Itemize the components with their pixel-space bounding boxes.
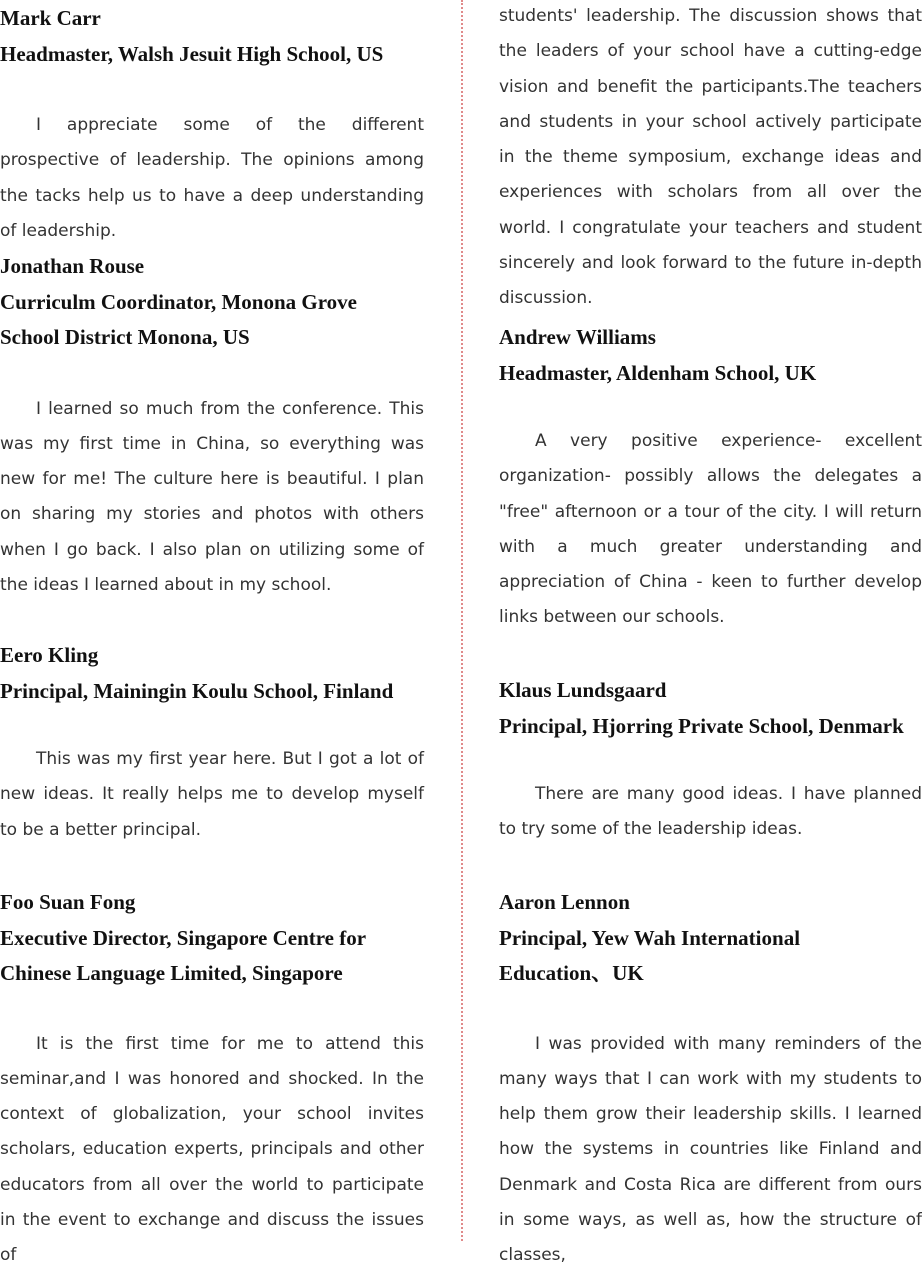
- testimonial-jonathan-rouse: [0, 249, 424, 603]
- person-name: Andrew Williams: [499, 325, 656, 349]
- testimonial-klaus-lundsgaard: [499, 673, 922, 848]
- person-title: Principal, Yew Wah International: [499, 925, 801, 950]
- person-title-line-2: School District Monona, US: [0, 325, 250, 349]
- quote-text: I was provided with many reminders of the many ways that I can work with my students to help them grow their leadership skills. I learned how the systems in countries like Finland and Denmark and Costa Rica are different from ours in some ways, as well as, how the structure of classes,: [499, 1033, 922, 1266]
- quote-text: I appreciate some of the different prospective of leadership. The opinions among the tacks help us to have a deep understanding of leadership.: [0, 115, 424, 241]
- testimonial-foo-suan-fong: [0, 885, 424, 1274]
- quote-text: I learned so much from the conference. This was my first time in China, so everything was new for me! The culture here is beautiful. I plan on sharing my stories and photos with others when I go back. I also plan on utilizing some of the ideas I learned about in my school.: [0, 398, 424, 595]
- person-title: Curriculm Coordinator, Monona Grove: [0, 289, 357, 314]
- quote-text: There are many good ideas. I have planned to try some of the leadership ideas.: [499, 784, 922, 840]
- quote-text: A very positive experience- excellent organization- possibly allows the delegates a "free" afternoon or a tour of the city. I will return with a much greater understanding and appreciation of China - keen to further develop links between our schools.: [499, 431, 922, 628]
- person-title: Principal, Mainingin Koulu School, Finland: [0, 678, 394, 703]
- person-title: Headmaster, Walsh Jesuit High School, US: [0, 41, 384, 66]
- person-title: Headmaster, Aldenham School, UK: [499, 360, 817, 385]
- person-name: Eero Kling: [0, 643, 99, 667]
- person-title: Principal, Hjorring Private School, Denmark: [499, 713, 904, 738]
- column-divider: [461, 0, 463, 1241]
- person-name: Jonathan Rouse: [0, 254, 145, 278]
- person-name: Klaus Lundsgaard: [499, 678, 667, 702]
- person-name: Mark Carr: [0, 6, 101, 30]
- quote-continuation: students' leadership. The discussion shows that the leaders of your school have a cutting-edge vision and benefit the participants.The teachers and students in your school actively participate in the theme symposium, exchange ideas and experiences with scholars from all over the world. I congratulate your teachers and student sincerely and look forward to the future in-depth discussion.: [499, 6, 922, 309]
- person-name: Aaron Lennon: [499, 890, 630, 914]
- person-title-line-2: Chinese Language Limited, Singapore: [0, 961, 343, 985]
- person-title-line-2: Education、UK: [499, 961, 644, 985]
- testimonial-aaron-lennon: [499, 885, 922, 1274]
- testimonial-andrew-williams: [499, 320, 922, 636]
- quote-continuation-block: [499, 0, 922, 317]
- quote-text: It is the first time for me to attend this seminar,and I was honored and shocked. In the context of globalization, your school invites scholars, education experts, principals and other educators from all over the world to participate in the event to exchange and discuss the issues of: [0, 1033, 424, 1266]
- person-name: Foo Suan Fong: [0, 890, 136, 914]
- quote-text: This was my first year here. But I got a lot of new ideas. It really helps me to develop myself to be a better principal.: [0, 749, 424, 840]
- testimonial-eero-kling: [0, 638, 424, 848]
- testimonial-mark-carr: [0, 1, 424, 249]
- person-title: Executive Director, Singapore Centre for: [0, 925, 367, 950]
